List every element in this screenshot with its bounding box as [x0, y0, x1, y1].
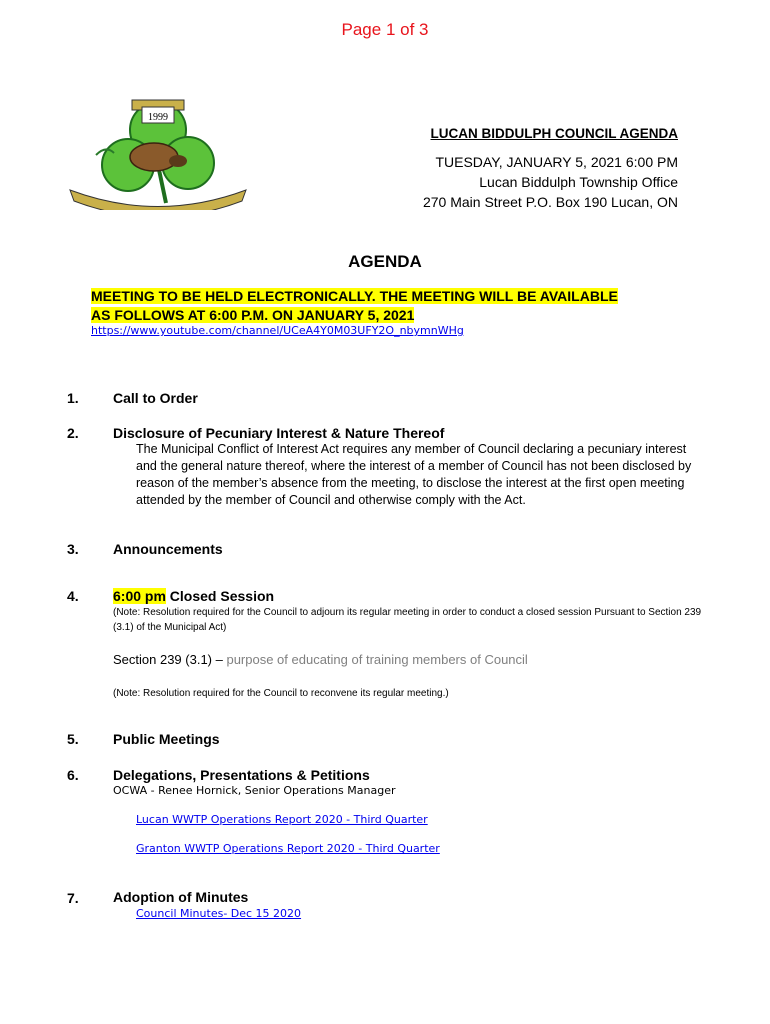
granton-wwtp-report-link[interactable]: Granton WWTP Operations Report 2020 - Third Quarter — [136, 842, 440, 855]
agenda-heading: AGENDA — [348, 252, 422, 271]
item-6-title: Delegations, Presentations & Petitions — [113, 767, 370, 783]
item-7-number: 7. — [67, 890, 79, 906]
item-5-title: Public Meetings — [113, 731, 220, 747]
item-4-section — [113, 652, 528, 667]
item-6-presenter: OCWA - Renee Hornick, Senior Operations Manager — [113, 784, 396, 797]
item-3-number: 3. — [67, 541, 79, 557]
item-4-title: Closed Session — [165, 588, 275, 604]
item-3-title: Announcements — [113, 541, 223, 557]
item-2-body: The Municipal Conflict of Interest Act requires any member of Council declaring a pecuniary interest and the general nature thereof, where the interest of a member of Council has not been disclosed by reason of the member’s absence from the meeting, to disclose the interest at the first open meeting attended by the member of Council and otherwise comply with the Act. — [136, 442, 692, 507]
page-number: Page 1 of 3 — [341, 20, 429, 39]
youtube-channel-link[interactable]: https://www.youtube.com/channel/UCeA4Y0M03UFY2O_nbymnWHg — [91, 324, 464, 337]
notice-line-2: AS FOLLOWS AT 6:00 P.M. ON JANUARY 5, 2021 — [91, 307, 415, 323]
council-minutes-link[interactable]: Council Minutes- Dec 15 2020 — [136, 907, 302, 920]
item-7-title: Adoption of Minutes — [113, 889, 249, 905]
section-reference: Section 239 (3.1) – — [113, 652, 227, 667]
lucan-wwtp-report-link[interactable]: Lucan WWTP Operations Report 2020 - Third Quarter — [136, 813, 428, 826]
item-1-number: 1. — [67, 390, 79, 406]
svg-text:1999: 1999 — [148, 112, 168, 123]
item-4-time: 6:00 pm — [113, 588, 166, 604]
item-4-note-adjourn: (Note: Resolution required for the Council to adjourn its regular meeting in order to conduct a closed session Pursuant to Section 239 (3.1) of the Municipal Act) — [113, 607, 702, 633]
meeting-location: Lucan Biddulph Township Office — [479, 174, 678, 190]
notice-line-1: MEETING TO BE HELD ELECTRONICALLY. THE MEETING WILL BE AVAILABLE — [91, 288, 618, 304]
item-2-number: 2. — [67, 425, 79, 441]
item-4-number: 4. — [67, 588, 79, 604]
council-agenda-title: LUCAN BIDDULPH COUNCIL AGENDA — [430, 126, 678, 141]
meeting-date: TUESDAY, JANUARY 5, 2021 6:00 PM — [435, 154, 678, 170]
township-logo — [66, 95, 251, 210]
item-2-title: Disclosure of Pecuniary Interest & Nature Thereof — [113, 425, 445, 441]
item-6-number: 6. — [67, 767, 79, 783]
meeting-address: 270 Main Street P.O. Box 190 Lucan, ON — [422, 194, 678, 210]
section-purpose: purpose of educating of training members of Council — [226, 652, 528, 667]
item-1-title: Call to Order — [113, 390, 198, 406]
item-4-note-reconvene: (Note: Resolution required for the Council to reconvene its regular meeting.) — [113, 688, 449, 699]
item-5-number: 5. — [67, 731, 79, 747]
electronic-meeting-notice — [91, 287, 618, 325]
meeting-details — [423, 152, 678, 212]
shamrock-beaver-logo-icon — [66, 95, 251, 210]
item-4-heading — [113, 588, 274, 604]
